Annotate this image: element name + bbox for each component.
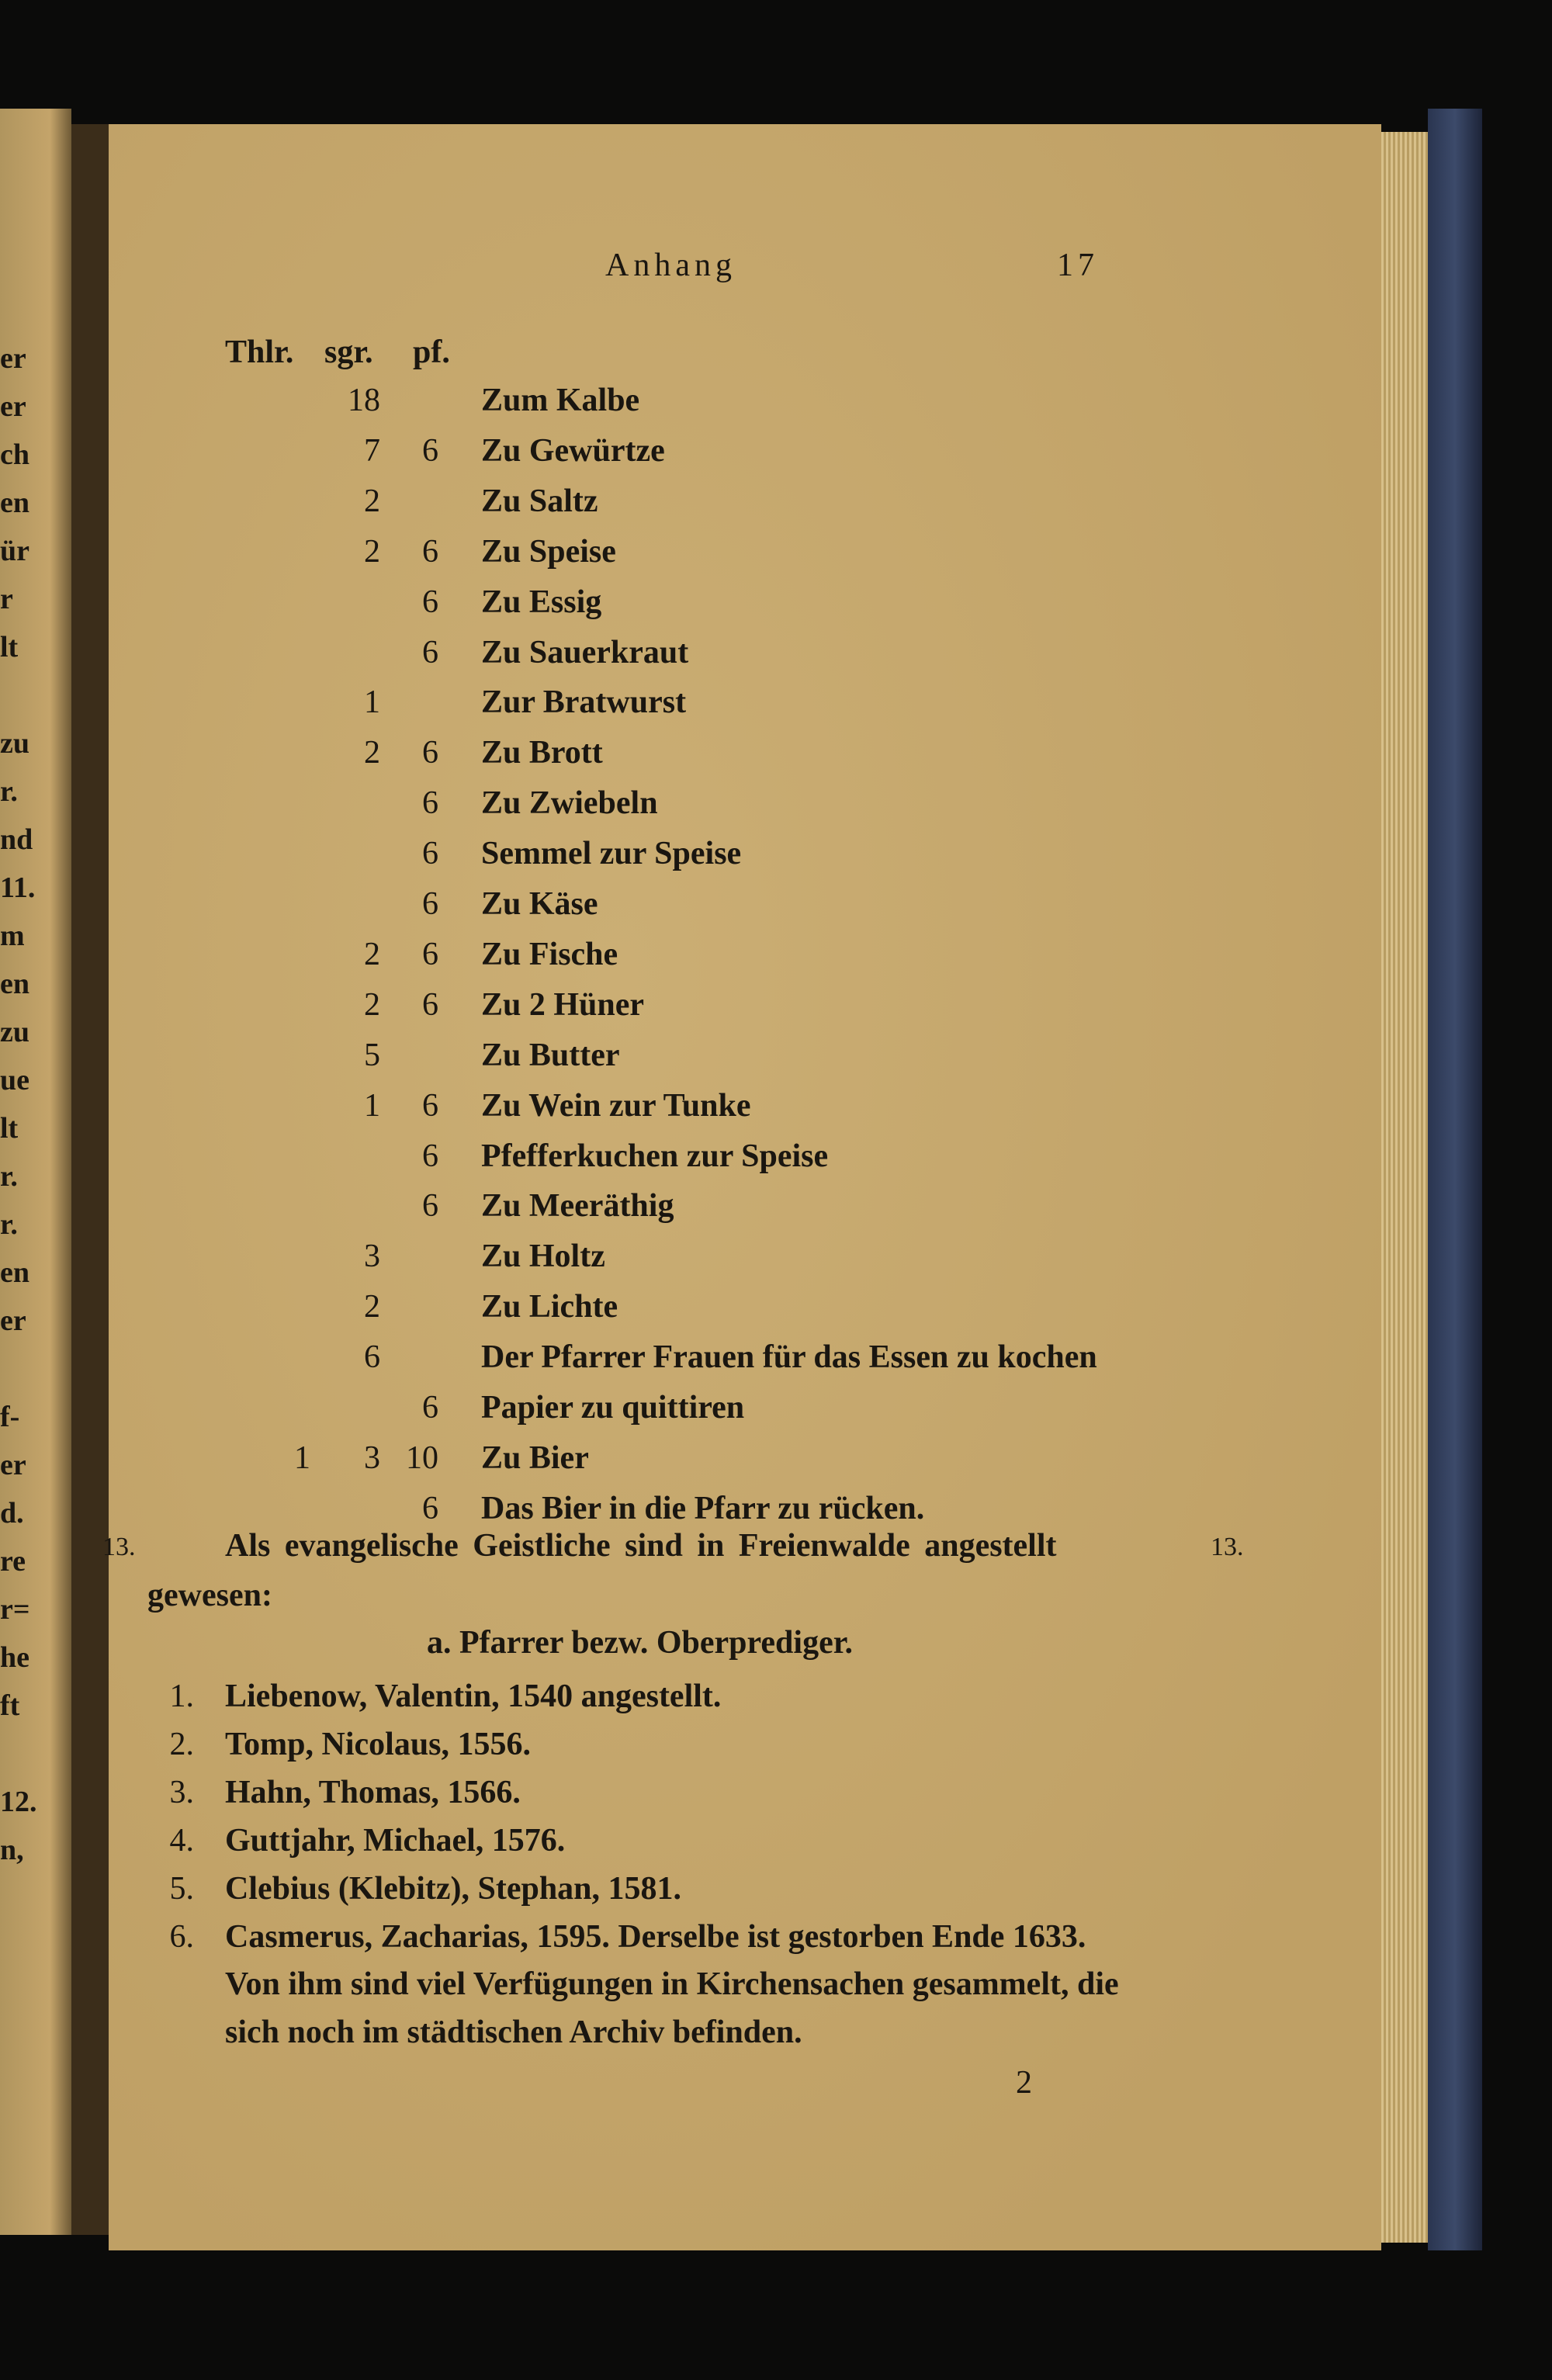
list-item: Tomp, Nicolaus, 1556. [225,1727,532,1762]
list-number: 5. [169,1871,194,1907]
continuation-line-2: sich noch im städtischen Archiv befinden. [225,2015,802,2050]
subheading: a. Pfarrer bezw. Oberprediger. [427,1625,853,1661]
pf-cell: 6 [422,1390,438,1426]
left-page-fragment: en [0,487,29,519]
pf-cell: 6 [422,735,438,771]
left-page-fragment: d. [0,1497,24,1530]
expense-item: Der Pfarrer Frauen für das Essen zu kochen [481,1339,1097,1376]
expense-item: Zu Sauerkraut [481,634,689,670]
expense-item: Zu Holtz [481,1239,605,1275]
list-item: Clebius (Klebitz), Stephan, 1581. [225,1871,682,1907]
expense-item: Zu Speise [481,533,616,570]
expense-item: Zu Fische [481,936,618,972]
sgr-cell: 1 [364,684,380,721]
expense-item: Zu 2 Hüner [481,986,645,1023]
list-item: Liebenow, Valentin, 1540 angestellt. [225,1678,722,1714]
left-page-fragment: er [0,342,26,375]
sgr-cell: 2 [364,1289,380,1325]
expense-item: Das Bier in die Pfarr zu rücken. [481,1490,925,1526]
expense-item: Zu Saltz [481,483,598,519]
expense-item: Semmel zur Speise [481,836,742,872]
section-text-line2: gewesen: [147,1578,272,1613]
column-header-thlr: Thlr. [225,334,294,370]
page-edges [1381,132,1428,2243]
pf-cell: 6 [422,836,438,872]
left-page-fragment: n, [0,1834,24,1866]
list-number: 1. [169,1678,194,1714]
margin-number-left: 13. [102,1533,136,1561]
pf-cell: 6 [422,1188,438,1225]
list-item: Casmerus, Zacharias, 1595. Derselbe ist gestorben Ende 1633. [225,1919,1086,1955]
left-page-fragment: 11. [0,871,36,904]
expense-item: Pfefferkuchen zur Speise [481,1138,829,1174]
left-page-fragment: ue [0,1064,29,1096]
expense-item: Zu Gewürtze [481,432,665,469]
book-gutter [71,124,109,2235]
left-page-fragment: nd [0,823,33,856]
expense-item: Zu Zwiebeln [481,785,658,822]
left-page-fragment: ür [0,535,29,567]
left-page-fragment: lt [0,1112,19,1145]
sgr-cell: 3 [364,1239,380,1275]
sgr-cell: 2 [364,735,380,771]
column-header-pf: pf. [413,334,450,370]
list-number: 2. [169,1727,194,1762]
pf-cell: 6 [422,1490,438,1526]
sgr-cell: 5 [364,1037,380,1073]
pf-cell: 6 [422,634,438,670]
left-page-fragment: er [0,1449,26,1481]
sgr-cell: 18 [348,383,380,418]
left-page-fragment: r [0,583,13,615]
left-page-fragment: 12. [0,1786,37,1818]
expense-item: Zu Käse [481,886,598,922]
signature-mark: 2 [1016,2065,1032,2101]
pf-cell: 6 [422,1087,438,1124]
sgr-cell: 7 [364,432,380,469]
left-page-fragment: en [0,968,29,1000]
continuation-line-1: Von ihm sind viel Verfügungen in Kirchensachen gesammelt, die [225,1966,1119,2002]
book-cover-board [1428,109,1482,2250]
sgr-cell: 2 [364,483,380,519]
sgr-cell: 2 [364,936,380,972]
expense-item: Zu Lichte [481,1289,618,1325]
left-page-fragment: he [0,1641,29,1674]
column-header-sgr: sgr. [324,334,373,370]
pf-cell: 6 [422,584,438,620]
left-page-fragment: en [0,1256,29,1289]
list-item: Guttjahr, Michael, 1576. [225,1823,566,1859]
left-page-fragment: ch [0,438,29,471]
pf-cell: 6 [422,986,438,1023]
left-page-fragment: zu [0,1016,29,1048]
expense-item: Zum Kalbe [481,383,640,418]
left-page-fragment: r. [0,775,18,808]
margin-number-right: 13. [1211,1533,1244,1561]
list-number: 3. [169,1775,194,1810]
left-page-fragment: f- [0,1401,20,1433]
left-page-fragment: er [0,1304,26,1337]
sgr-cell: 3 [364,1439,380,1476]
list-number: 4. [169,1823,194,1859]
sgr-cell: 2 [364,986,380,1023]
pf-cell: 6 [422,785,438,822]
expense-item: Zu Essig [481,584,602,620]
pf-cell: 6 [422,533,438,570]
left-page-fragment: lt [0,631,19,663]
pf-cell: 10 [406,1439,438,1476]
left-page-fragment: er [0,390,26,423]
page-number: 17 [1057,248,1099,283]
left-page-fragment: r= [0,1593,30,1626]
sgr-cell: 1 [364,1087,380,1124]
pf-cell: 6 [422,886,438,922]
left-page-fragment: r. [0,1208,18,1241]
expense-item: Zur Bratwurst [481,684,687,721]
left-page-fragment: ft [0,1689,20,1722]
expense-item: Zu Meeräthig [481,1188,674,1225]
pf-cell: 6 [422,1138,438,1174]
list-number: 6. [169,1919,194,1955]
list-item: Hahn, Thomas, 1566. [225,1775,521,1810]
expense-item: Zu Brott [481,735,603,771]
sgr-cell: 6 [364,1339,380,1376]
running-header: Anhang [605,248,736,283]
expense-item: Zu Wein zur Tunke [481,1087,751,1124]
pf-cell: 6 [422,936,438,972]
expense-item: Papier zu quittiren [481,1390,745,1426]
expense-item: Zu Butter [481,1037,620,1073]
expense-item: Zu Bier [481,1439,589,1476]
sgr-cell: 2 [364,533,380,570]
pf-cell: 6 [422,432,438,469]
left-page-fragment: r. [0,1160,18,1193]
left-page-fragment: m [0,920,25,952]
left-page-fragment: zu [0,727,29,760]
thlr-cell: 1 [294,1439,310,1476]
section-text-line1: Als evangelische Geistliche sind in Freienwalde angestellt [225,1528,1057,1564]
left-page-fragment: re [0,1545,26,1578]
